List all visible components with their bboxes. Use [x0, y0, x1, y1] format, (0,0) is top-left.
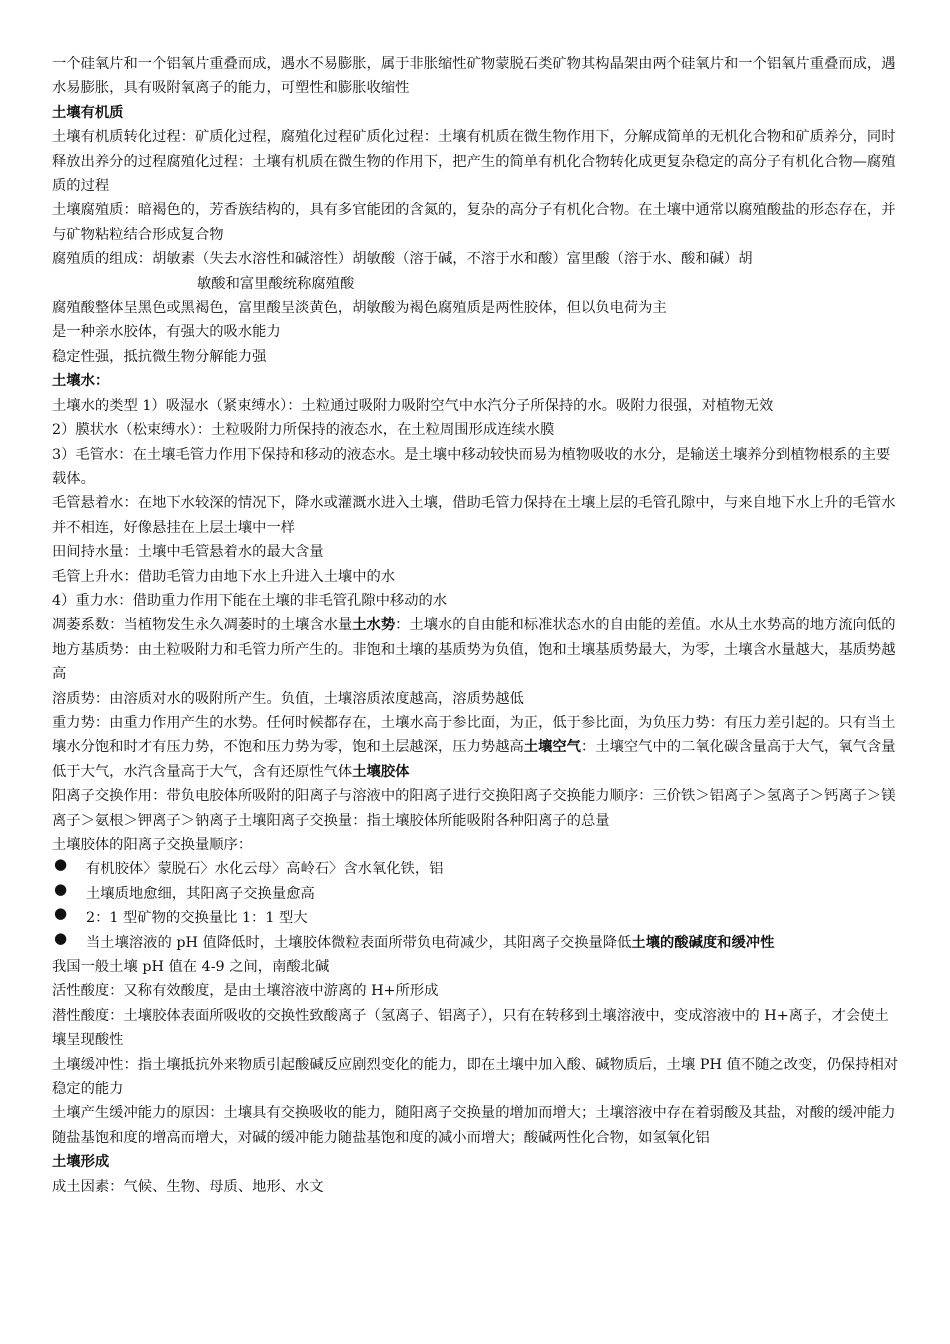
paragraph [52, 1053, 902, 1102]
section-heading [52, 1150, 902, 1174]
paragraph-text: 腐殖酸整体呈黑色或黑褐色，富里酸呈淡黄色，胡敏酸为褐色腐殖质是两性胶体，但以负电荷为主 [52, 300, 667, 317]
paragraph-text: 2：1 型矿物的交换量比 1：1 型大 [86, 910, 308, 927]
paragraph-text: 腐殖质的组成：胡敏素（失去水溶性和碱溶性）胡敏酸（溶于碱，不溶于水和酸）富里酸（溶于水、酸和碱）胡 [52, 251, 753, 268]
paragraph [52, 1004, 902, 1053]
paragraph-text: 敏酸和富里酸统称腐殖酸 [197, 275, 355, 292]
paragraph [52, 979, 902, 1003]
bullet-item [52, 857, 902, 881]
paragraph [52, 833, 902, 857]
paragraph [52, 296, 902, 320]
paragraph-text: 土壤有机质 [52, 104, 124, 121]
paragraph-text: 我国一般土壤 pH 值在 4-9 之间，南酸北碱 [52, 959, 330, 976]
paragraph [52, 540, 902, 564]
paragraph-text: 土壤有机质转化过程：矿质化过程，腐殖化过程矿质化过程：土壤有机质在微生物作用下，分解成简单的无机化合物和矿质养分，同时释放出养分的过程腐殖化过程：土壤有机质在微生物的作用下，把产生的简单有机化合物转化成更复杂稳定的高分子有机化合物—腐殖质的过程 [52, 129, 896, 195]
paragraph-text: 成土因素：气候、生物、母质、地形、水文 [52, 1178, 324, 1195]
inline-heading: 土壤胶体 [352, 763, 410, 780]
paragraph [52, 687, 902, 711]
paragraph-text: ：土壤空气中的二氧化碳含量高于大气，氧气含量低于大气，水汽含量高于大气，含有还原性气体 [52, 739, 896, 780]
paragraph [52, 345, 902, 369]
paragraph-text: 毛管悬着水：在地下水较深的情况下，降水或灌溉水进入土壤，借助毛管力保持在土壤上层的毛管孔隙中，与来自地下水上升的毛管水并不相连，好像悬挂在上层土壤中一样 [52, 495, 896, 536]
bullet-dot-icon: ● [54, 855, 68, 874]
paragraph-text: 土壤水： [52, 373, 110, 390]
paragraph [52, 784, 902, 833]
paragraph [52, 1101, 902, 1150]
bullet-item [52, 879, 902, 906]
paragraph-text: 稳定性强，抵抗微生物分解能力强 [52, 348, 267, 365]
paragraph [52, 394, 902, 418]
paragraph-text: 土壤腐殖质：暗褐色的，芳香族结构的，具有多官能团的含氮的，复杂的高分子有机化合物。在土壤中通常以腐殖酸盐的形态存在，并与矿物粘粒结合形成复合物 [52, 202, 896, 243]
paragraph [52, 125, 902, 198]
paragraph-text: ：土壤水的自由能和标准状态水的自由能的差值。水从土水势高的地方流向低的地方基质势：由土粒吸附力和毛管力所产生的。非饱和土壤的基质势为负值，饱和土壤基质势最大，为零，土壤含水量越大，基质势越高 [52, 617, 896, 683]
paragraph-text: 一个硅氧片和一个铝氧片重叠而成，遇水不易膨胀，属于非胀缩性矿物蒙脱石类矿物其构晶架由两个硅氧片和一个铝氧片重叠而成，遇水易膨胀，具有吸附氧离子的能力，可塑性和膨胀收缩性 [52, 56, 896, 97]
section-heading [52, 101, 902, 125]
inline-heading: 土水势 [352, 617, 396, 634]
paragraph-text: 凋萎系数：当植物发生永久凋萎时的土壤含水量 [52, 617, 353, 634]
paragraph [52, 711, 902, 784]
paragraph [52, 491, 902, 540]
section-heading [52, 369, 902, 393]
paragraph-text: 毛管上升水：借助毛管力由地下水上升进入土壤中的水 [52, 568, 396, 585]
paragraph [52, 52, 902, 101]
paragraph [52, 1175, 902, 1199]
paragraph-text: 土壤形成 [52, 1154, 110, 1171]
paragraph-text: 3）毛管水：在土壤毛管力作用下保持和移动的液态水。是土壤中移动较快而易为植物吸收的水分，是输送土壤养分到植物根系的主要载体。 [52, 446, 891, 487]
paragraph [52, 443, 902, 492]
paragraph-text: 土壤产生缓冲能力的原因：土壤具有交换吸收的能力，随阳离子交换量的增加而增大；土壤溶液中存在着弱酸及其盐，对酸的缓冲能力随盐基饱和度的增高而增大，对碱的缓冲能力随盐基饱和度的减小而增大；酸碱两性化合物，如氢氧化铝 [52, 1105, 896, 1146]
paragraph-text: 重力势：由重力作用产生的水势。任何时候都存在，土壤水高于参比面，为正，低于参比面，为负压力势：有压力差引起的。只有当土壤水分饱和时才有压力势，不饱和压力势为零，饱和土层越深，压力势越高 [52, 714, 896, 756]
paragraph-text: 土壤缓冲性：指土壤抵抗外来物质引起酸碱反应剧烈变化的能力，即在土壤中加入酸、碱物质后，土壤 PH 值不随之改变，仍保持相对稳定的能力 [52, 1056, 899, 1098]
paragraph [52, 418, 902, 442]
paragraph-text: 田间持水量：土壤中毛管悬着水的最大含量 [52, 544, 324, 561]
paragraph-text: 当土壤溶液的 pH 值降低时，土壤胶体微粒表面所带负电荷减少，其阳离子交换量降低 [86, 934, 632, 951]
paragraph [52, 589, 902, 613]
bullet-dot-icon: ● [54, 879, 68, 898]
paragraph-text: 土壤水的类型 1）吸湿水（紧束缚水）：土粒通过吸附力吸附空气中水汽分子所保持的水。吸附力很强，对植物无效 [52, 397, 774, 414]
paragraph-text: 阳离子交换作用：带负电胶体所吸附的阳离子与溶液中的阳离子进行交换阳离子交换能力顺序：三价铁＞铝离子＞氢离子＞钙离子＞镁离子＞氨根＞钾离子＞钠离子土壤阳离子交换量：指土壤胶体所能吸附各种阳离子的总量 [52, 788, 896, 829]
paragraph [52, 565, 902, 589]
paragraph [52, 247, 902, 271]
inline-heading: 土壤空气 [523, 739, 581, 756]
bullet-dot-icon: ● [54, 928, 68, 947]
bullet-item [52, 928, 902, 955]
paragraph-text: 活性酸度：又称有效酸度，是由土壤溶液中游离的 H+所形成 [52, 983, 439, 1000]
paragraph-continuation [52, 272, 902, 296]
paragraph [52, 198, 902, 247]
paragraph [52, 955, 902, 979]
inline-heading: 土壤的酸碱度和缓冲性 [631, 934, 775, 951]
paragraph [52, 613, 902, 686]
bullet-dot-icon: ● [54, 904, 68, 923]
paragraph-text: 土壤胶体的阳离子交换量顺序： [52, 837, 253, 853]
paragraph-text: 2）膜状水（松束缚水）：土粒吸附力所保持的液态水，在土粒周围形成连续水膜 [52, 422, 555, 439]
paragraph-text: 是一种亲水胶体，有强大的吸水能力 [52, 324, 281, 341]
paragraph-text: 4）重力水：借助重力作用下能在土壤的非毛管孔隙中移动的水 [52, 592, 448, 609]
document-page [52, 52, 902, 1199]
bullet-item [52, 906, 902, 930]
paragraph-text: 有机胶体〉蒙脱石〉水化云母〉高岭石〉含水氧化铁，铝 [86, 861, 444, 878]
paragraph [52, 320, 902, 344]
paragraph-text: 土壤质地愈细，其阳离子交换量愈高 [86, 885, 315, 902]
paragraph-text: 潜性酸度：土壤胶体表面所吸收的交换性致酸离子（氢离子、铝离子），只有在转移到土壤溶液中，变成溶液中的 H+离子，才会使土壤呈现酸性 [52, 1007, 889, 1049]
paragraph-text: 溶质势：由溶质对水的吸附所产生。负值，土壤溶质浓度越高，溶质势越低 [52, 690, 524, 707]
